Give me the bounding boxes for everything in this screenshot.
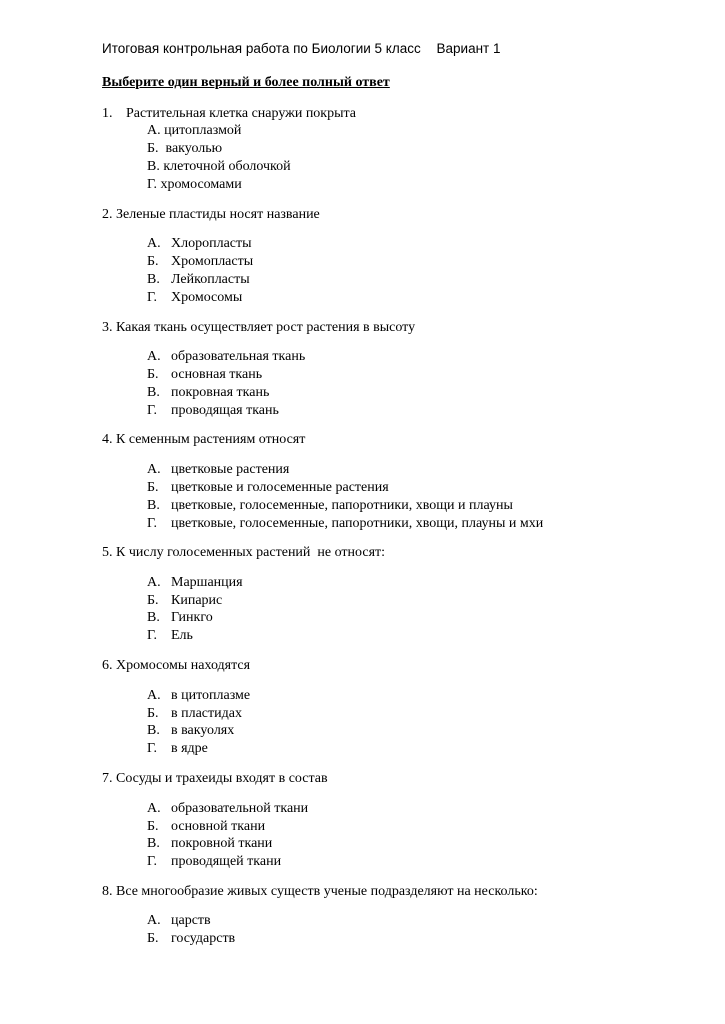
option-letter: Б. — [147, 480, 159, 495]
option-text: хромосомами — [160, 177, 242, 192]
option-letter: А. — [147, 688, 161, 703]
question-number: 1. — [102, 106, 113, 121]
option-text: цветковые растения — [171, 462, 290, 477]
option-text: основной ткани — [171, 819, 266, 834]
option — [147, 385, 269, 401]
option — [147, 610, 213, 626]
option — [147, 141, 222, 157]
option-text: покровная ткань — [171, 385, 270, 400]
option — [147, 480, 389, 496]
option — [147, 836, 272, 852]
option — [147, 367, 262, 383]
option-letter: А. — [147, 462, 161, 477]
option-letter: Г. — [147, 628, 158, 643]
option — [147, 688, 250, 704]
option-text: вакуолью — [165, 141, 223, 156]
option-text: Маршанция — [171, 575, 243, 590]
option-letter: А. — [147, 575, 161, 590]
option — [147, 801, 308, 817]
question-1 — [102, 106, 356, 122]
option — [147, 177, 242, 193]
question-3: 3. Какая ткань осуществляет рост растения в высоту — [102, 320, 416, 335]
option-text: покровной ткани — [171, 836, 273, 851]
option-letter: В. — [147, 723, 160, 738]
option — [147, 913, 211, 929]
option-letter: Б. — [147, 593, 159, 608]
option-text: цветковые, голосеменные, папоротники, хвощи, плауны и мхи — [171, 516, 544, 531]
option — [147, 498, 513, 514]
option-text: государств — [171, 931, 236, 946]
option-letter: Г. — [147, 177, 158, 192]
option-letter: Г. — [147, 403, 158, 418]
question-2: 2. Зеленые пластиды носят название — [102, 207, 320, 222]
option-text: проводящая ткань — [171, 403, 279, 418]
option-letter: Г. — [147, 516, 158, 531]
option-letter: Г. — [147, 290, 158, 305]
header-variant: Вариант 1 — [436, 41, 501, 56]
option-letter: Б. — [147, 931, 159, 946]
option-text: в вакуолях — [171, 723, 235, 738]
option-text: цитоплазмой — [164, 123, 242, 138]
option — [147, 403, 279, 419]
option-text: основная ткань — [171, 367, 263, 382]
option — [147, 741, 208, 757]
option-letter: Б. — [147, 367, 159, 382]
option — [147, 462, 289, 478]
option-text: образовательной ткани — [171, 801, 309, 816]
option-letter: В. — [147, 836, 160, 851]
question-text: Растительная клетка снаружи покрыта — [126, 106, 357, 121]
option-letter: Б. — [147, 819, 159, 834]
option-letter: В. — [147, 385, 160, 400]
question-5: 5. К числу голосеменных растений не относят: — [102, 545, 386, 560]
option-text: в пластидах — [171, 706, 242, 721]
option — [147, 254, 253, 270]
option-letter: Б. — [147, 706, 159, 721]
option — [147, 272, 250, 288]
option-text: Гинкго — [171, 610, 213, 625]
option-text: в ядре — [171, 741, 208, 756]
option — [147, 516, 543, 532]
option — [147, 854, 281, 870]
option-text: Ель — [171, 628, 193, 643]
option-letter: А. — [147, 123, 161, 138]
option-letter: Б. — [147, 141, 159, 156]
option — [147, 819, 265, 835]
option-letter: Г. — [147, 741, 158, 756]
option-text: Хромосомы — [171, 290, 243, 305]
option-letter: В. — [147, 610, 160, 625]
option-letter: В. — [147, 159, 160, 174]
option-text: проводящей ткани — [171, 854, 282, 869]
option-letter: Б. — [147, 254, 159, 269]
option-letter: А. — [147, 349, 161, 364]
option — [147, 706, 242, 722]
option-text: цветковые, голосеменные, папоротники, хвощи и плауны — [171, 498, 513, 513]
question-6: 6. Хромосомы находятся — [102, 658, 251, 673]
option-text: клеточной оболочкой — [163, 159, 291, 174]
option — [147, 290, 242, 306]
option-text: в цитоплазме — [171, 688, 251, 703]
option — [147, 575, 243, 591]
option-text: цветковые и голосеменные растения — [171, 480, 389, 495]
option-text: образовательная ткань — [171, 349, 306, 364]
option — [147, 236, 252, 252]
option-letter: В. — [147, 498, 160, 513]
option-text: Хромопласты — [171, 254, 254, 269]
option — [147, 593, 222, 609]
option-text: Лейкопласты — [171, 272, 250, 287]
question-8: 8. Все многообразие живых существ ученые подразделяют на несколько: — [102, 884, 538, 899]
option — [147, 349, 305, 365]
page-header — [102, 41, 501, 56]
option — [147, 931, 235, 947]
option-letter: А. — [147, 801, 161, 816]
option — [147, 123, 241, 139]
option-letter: Г. — [147, 854, 158, 869]
instruction-heading: Выберите один верный и более полный ответ — [102, 75, 390, 90]
option — [147, 723, 234, 739]
question-4: 4. К семенным растениям относят — [102, 432, 306, 447]
option-text: царств — [171, 913, 211, 928]
question-7: 7. Сосуды и трахеиды входят в состав — [102, 771, 328, 786]
option-text: Кипарис — [171, 593, 223, 608]
option-text: Хлоропласты — [171, 236, 252, 251]
option — [147, 159, 291, 175]
option — [147, 628, 193, 644]
option-letter: А. — [147, 236, 161, 251]
header-title: Итоговая контрольная работа по Биологии 5 класс — [102, 41, 421, 56]
option-letter: А. — [147, 913, 161, 928]
option-letter: В. — [147, 272, 160, 287]
